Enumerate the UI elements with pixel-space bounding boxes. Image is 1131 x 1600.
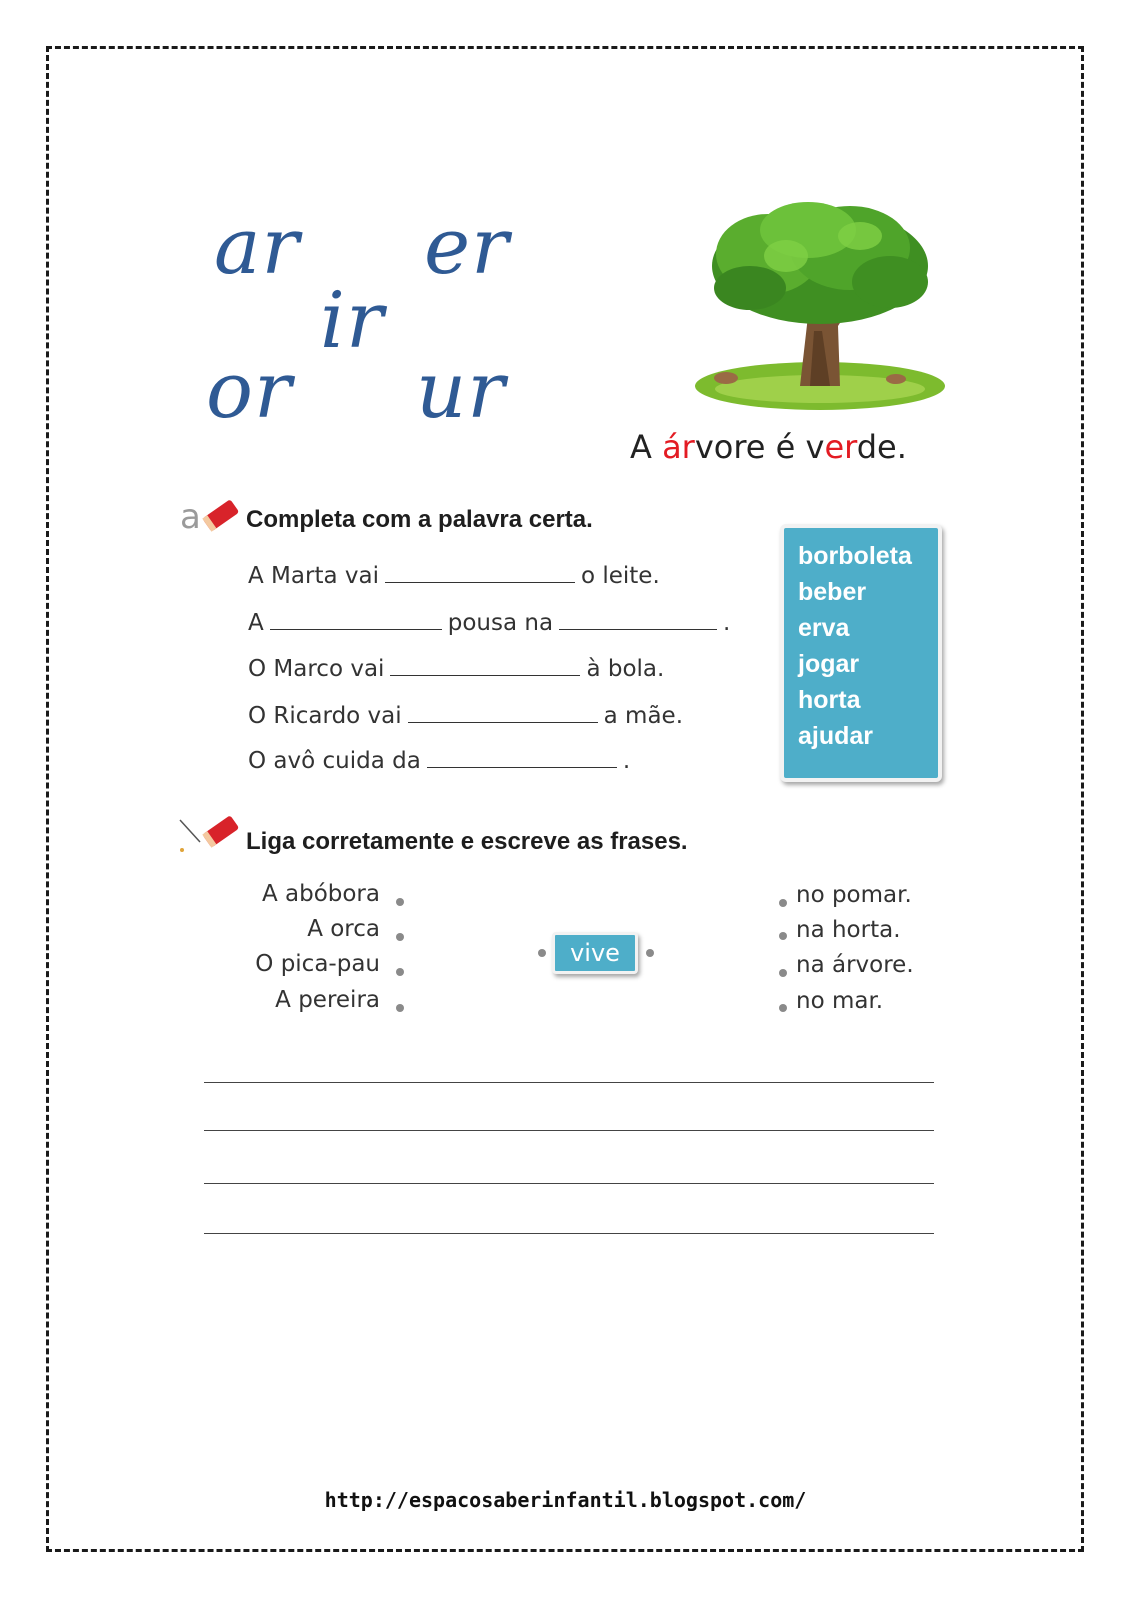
writing-line[interactable] [204,1082,934,1083]
blank-5[interactable] [427,749,617,768]
subject-item: O pica-pau [255,951,380,977]
place-connector-dot[interactable] [779,1004,787,1012]
pencil-letter-a-icon [180,496,240,536]
svg-text:a: a [180,497,201,536]
syllable-er: er [424,202,510,292]
exercise-2-heading: Liga corretamente e escreve as frases. [246,828,688,855]
word-bank-item: ajudar [798,722,874,750]
sentence-5-end: . [622,748,631,774]
sentence-2-end: . [723,610,731,636]
subject-item: A abóbora [261,881,380,907]
exercise-1-heading: Completa com a palavra certa. [246,506,593,533]
sentence-2 [248,610,730,636]
blank-2b[interactable] [559,611,717,630]
sentence-2-middle: pousa na [447,610,554,636]
sentence-3-start: O Marco vai [248,656,385,682]
syllable-ar: ar [214,202,300,292]
pencil-connect-icon [178,812,240,854]
place-item: na horta. [796,917,901,943]
word-bank [780,524,942,782]
sentence-2-start: A [248,610,264,636]
sentence-5-start: O avô cuida da [248,748,421,774]
blank-1[interactable] [385,564,575,583]
sentence-3 [248,656,664,682]
footer-url: http://espacosaberinfantil.blogspot.com/ [324,1488,807,1512]
word-bank-item: borboleta [798,542,912,570]
blank-3[interactable] [390,657,580,676]
subject-item: A orca [307,916,380,942]
syllable-ur: ur [416,346,506,436]
syllable-or: or [206,346,293,436]
sentence-4 [248,703,683,729]
sentence-4-end: a mãe. [603,703,684,729]
place-connector-dot[interactable] [779,932,787,940]
sentence-3-end: à bola. [586,656,665,682]
caption-part-2: vore é v [694,428,825,466]
caption-part-1: A [630,428,663,466]
word-bank-item: horta [798,686,861,714]
subject-connector-dot[interactable] [396,898,404,906]
place-item: no mar. [796,988,884,1014]
sentence-1 [248,563,660,589]
place-connector-dot[interactable] [779,969,787,977]
blank-2a[interactable] [270,611,442,630]
subject-connector-dot[interactable] [396,933,404,941]
subject-item: A pereira [275,987,380,1013]
verb-right-dot[interactable] [646,949,654,957]
sentence-5 [248,748,630,774]
place-item: no pomar. [796,882,912,908]
caption-part-3: de. [856,428,907,466]
verb-left-dot[interactable] [538,949,546,957]
word-bank-item: beber [798,578,867,606]
word-bank-item: erva [798,614,850,642]
caption-highlight-ar: ár [662,428,695,466]
blank-4[interactable] [408,704,598,723]
subject-connector-dot[interactable] [396,1004,404,1012]
caption-highlight-er: er [824,428,857,466]
writing-line[interactable] [204,1130,934,1131]
place-connector-dot[interactable] [779,899,787,907]
example-sentence [630,428,907,466]
tree-illustration [690,196,950,421]
syllable-ir: ir [320,276,385,366]
sentence-1-start: A Marta vai [248,563,379,589]
sentence-1-end: o leite. [580,563,660,589]
verb-box: vive [552,932,638,974]
writing-line[interactable] [204,1233,934,1234]
place-item: na árvore. [796,952,914,978]
word-bank-item: jogar [798,650,860,678]
subject-connector-dot[interactable] [396,968,404,976]
sentence-4-start: O Ricardo vai [248,703,402,729]
writing-line[interactable] [204,1183,934,1184]
